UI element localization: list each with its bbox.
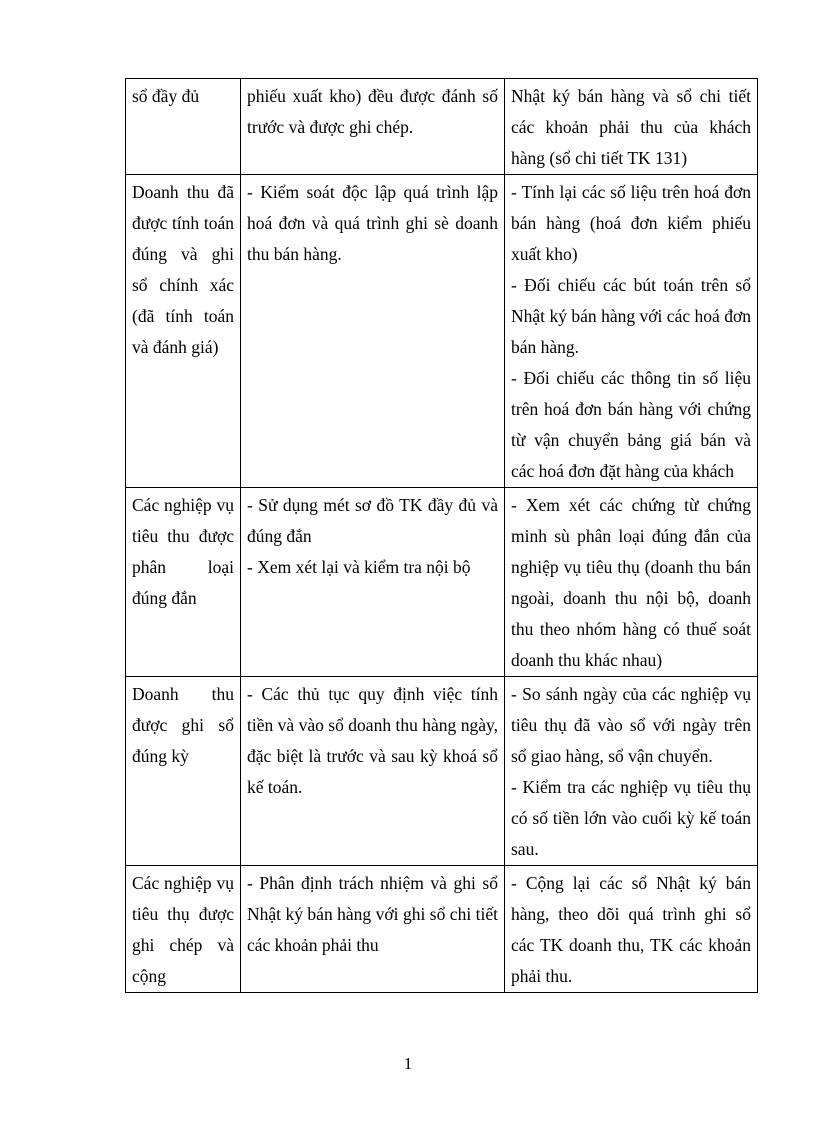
test-text: - Đối chiếu các bút toán trên sổ Nhật ký bán hàng với các hoá đơn bán hàng. [511, 275, 751, 357]
controls-cell [241, 488, 505, 677]
controls-cell [241, 677, 505, 866]
objective-cell [126, 488, 241, 677]
tests-cell [505, 175, 758, 488]
objective-cell [126, 866, 241, 993]
control-text: - Các thủ tục quy định việc tính tiền và vào sổ doanh thu hàng ngày, đặc biệt là trước và sau kỳ khoá sổ kế toán. [247, 684, 498, 797]
control-text: - Phân định trách nhiệm và ghi sổ Nhật ký bán hàng với ghi sổ chi tiết các khoản phải thu [247, 873, 498, 955]
test-text: - Cộng lại các sổ Nhật ký bán hàng, theo dõi quá trình ghi sổ các TK doanh thu, TK các khoản phải thu. [511, 873, 751, 986]
test-text: - So sánh ngày của các nghiệp vụ tiêu thụ đã vào sổ với ngày trên sổ giao hàng, sổ vận chuyển. [511, 684, 751, 766]
table-row [126, 488, 758, 677]
objective-cell [126, 175, 241, 488]
tests-cell [505, 677, 758, 866]
control-text: - Sử dụng mét sơ đồ TK đầy đủ và đúng đắn [247, 495, 498, 546]
table-row [126, 677, 758, 866]
table-row [126, 175, 758, 488]
objective-text: sổ đầy đủ [132, 86, 200, 106]
controls-cell [241, 175, 505, 488]
test-text: - Kiểm tra các nghiệp vụ tiêu thụ có số tiền lớn vào cuối kỳ kế toán sau. [511, 777, 751, 859]
objective-text: Các nghiệp vụ tiêu thu được phân loại đúng đắn [132, 495, 234, 608]
page-number: 1 [403, 1054, 413, 1073]
audit-table [125, 78, 758, 993]
control-text: phiếu xuất kho) đều được đánh số trước và được ghi chép. [247, 86, 498, 137]
test-text: - Đối chiếu các thông tin số liệu trên hoá đơn bán hàng với chứng từ vận chuyển bảng giá bán và các hoá đơn đặt hàng của khách [511, 368, 751, 481]
controls-cell [241, 79, 505, 175]
tests-cell [505, 488, 758, 677]
table-row [126, 866, 758, 993]
test-text: - Xem xét các chứng từ chứng minh sù phân loại đúng đắn của nghiệp vụ tiêu thụ (doanh thu bán ngoài, doanh thu nội bộ, doanh thu theo nhóm hàng có thuế soát doanh thu khác nhau) [511, 495, 751, 670]
tests-cell [505, 866, 758, 993]
objective-text: Các nghiệp vụ tiêu thụ được ghi chép và cộng [132, 873, 234, 986]
tests-cell [505, 79, 758, 175]
test-text: Nhật ký bán hàng và sổ chi tiết các khoản phải thu của khách hàng (sổ chi tiết TK 131) [511, 86, 751, 168]
test-text: - Tính lại các số liệu trên hoá đơn bán hàng (hoá đơn kiểm phiếu xuất kho) [511, 182, 751, 264]
objective-cell [126, 677, 241, 866]
controls-cell [241, 866, 505, 993]
control-text: - Xem xét lại và kiểm tra nội bộ [247, 557, 471, 577]
objective-text: Doanh thu được ghi sổ đúng kỳ [132, 684, 234, 766]
objective-text: Doanh thu đã được tính toán đúng và ghi sổ chính xác (đã tính toán và đánh giá) [132, 182, 234, 357]
table-row [126, 79, 758, 175]
control-text: - Kiểm soát độc lập quá trình lập hoá đơn và quá trình ghi sè doanh thu bán hàng. [247, 182, 498, 264]
objective-cell [126, 79, 241, 175]
